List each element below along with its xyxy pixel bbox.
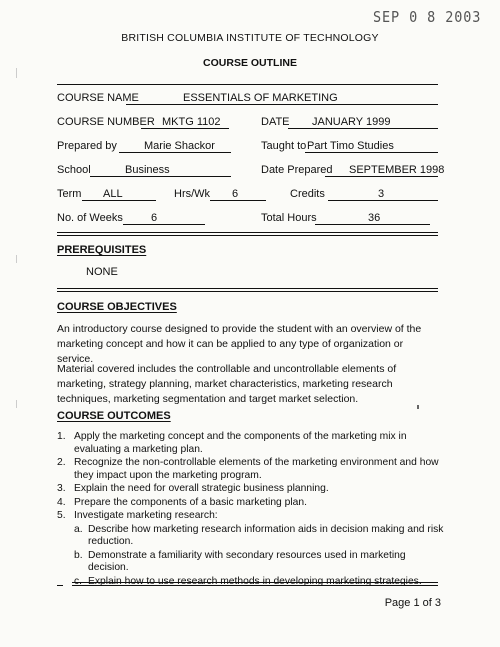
list-item	[57, 431, 447, 456]
footer-divider	[72, 582, 438, 586]
list-item-number: 2.	[57, 457, 66, 468]
prepared-by-line	[119, 152, 231, 153]
list-item-number: 1.	[57, 431, 66, 442]
outcomes-list	[57, 431, 447, 589]
course-number-value: MKTG 1102	[162, 116, 221, 128]
page-number: Page 1 of 3	[384, 597, 441, 609]
sub-item-letter: a.	[74, 523, 83, 535]
weeks-line	[123, 224, 205, 225]
objectives-paragraph-2: Material covered includes the controllable and uncontrollable elements of marketing, strategy planning, market characteristics, marketing research techniques, marketing segmentation and target market selection.	[57, 363, 397, 405]
term-value: ALL	[103, 188, 123, 200]
course-name-value: ESSENTIALS OF MARKETING	[183, 92, 338, 104]
school-line	[90, 176, 231, 177]
sub-item-text: Demonstrate a familiarity with secondary resources used in marketing decision.	[88, 549, 406, 573]
document-title: COURSE OUTLINE	[203, 57, 297, 69]
date-value: JANUARY 1999	[312, 116, 391, 128]
received-date-stamp: SEP 0 8 2003	[373, 8, 482, 26]
prerequisites-value: NONE	[86, 266, 118, 278]
objectives-paragraph-1: An introductory course designed to provide the student with an overview of the marketing concept and how it can be applied to any type of organization or service.	[57, 323, 422, 365]
prepared-by-value: Marie Shackor	[144, 140, 215, 152]
course-name-line	[126, 104, 438, 105]
date-line	[288, 128, 438, 129]
objectives-heading: COURSE OBJECTIVES	[57, 301, 177, 313]
credits-label: Credits	[290, 188, 325, 200]
list-item-text: Investigate marketing research:	[74, 510, 218, 521]
footer-dash	[57, 585, 63, 586]
list-item-text: Recognize the non-controllable elements of the marketing environment and how they impact upon the marketing program.	[74, 457, 439, 481]
date-prepared-label: Date Prepared	[261, 164, 333, 176]
sub-item-letter: b.	[74, 549, 83, 561]
list-item-number: 3.	[57, 483, 66, 494]
date-prepared-value: SEPTEMBER 1998	[349, 164, 445, 176]
list-item	[57, 510, 447, 523]
sub-list-item	[74, 550, 447, 575]
stray-mark	[417, 405, 419, 409]
course-number-line	[141, 128, 229, 129]
section-divider	[57, 288, 438, 292]
institute-name: BRITISH COLUMBIA INSTITUTE OF TECHNOLOGY	[121, 32, 379, 44]
course-number-label: COURSE NUMBER	[57, 116, 155, 128]
hrs-wk-label: Hrs/Wk	[174, 188, 211, 200]
header-rule	[57, 84, 438, 85]
list-item-text: Apply the marketing concept and the components of the marketing mix in evaluating a marketing plan.	[74, 431, 407, 455]
course-name-label: COURSE NAME	[57, 92, 139, 104]
taught-to-line	[305, 152, 438, 153]
list-item	[57, 483, 447, 496]
list-item-number: 4.	[57, 496, 66, 508]
section-divider	[57, 232, 438, 236]
hrs-wk-line	[210, 200, 266, 201]
scan-margin-mark	[16, 400, 17, 408]
scan-margin-mark	[16, 255, 17, 263]
sub-item-text: Describe how marketing research information aids in decision making and risk reduction.	[88, 523, 444, 547]
weeks-value: 6	[151, 212, 158, 224]
weeks-label: No. of Weeks	[57, 212, 123, 224]
sub-item-text: Explain how to use research methods in developing marketing strategies.	[88, 575, 422, 587]
school-label: School	[57, 164, 91, 176]
total-hours-label: Total Hours	[261, 212, 317, 224]
list-item	[57, 497, 447, 510]
term-label: Term	[57, 188, 82, 200]
list-item	[57, 457, 447, 482]
credits-value: 3	[378, 188, 385, 200]
prerequisites-heading: PREREQUISITES	[57, 244, 147, 256]
date-label: DATE	[261, 116, 290, 128]
list-item-number: 5.	[57, 510, 66, 521]
outcomes-heading: COURSE OUTCOMES	[57, 410, 171, 422]
list-item-text: Prepare the components of a basic marketing plan.	[74, 496, 307, 508]
total-hours-line	[315, 224, 430, 225]
taught-to-label: Taught to	[261, 140, 307, 152]
date-prepared-line	[325, 176, 438, 177]
list-item-text: Explain the need for overall strategic business planning.	[74, 483, 329, 494]
taught-to-value: Part Timo Studies	[307, 140, 394, 152]
prepared-by-label: Prepared by	[57, 140, 117, 152]
hrs-wk-value: 6	[232, 188, 239, 200]
sub-list-item	[74, 524, 447, 549]
total-hours-value: 36	[368, 212, 381, 224]
scan-margin-mark	[16, 68, 17, 78]
sub-item-letter: c.	[74, 575, 83, 587]
school-value: Business	[125, 164, 170, 176]
term-line	[82, 200, 156, 201]
credits-line	[328, 200, 438, 201]
